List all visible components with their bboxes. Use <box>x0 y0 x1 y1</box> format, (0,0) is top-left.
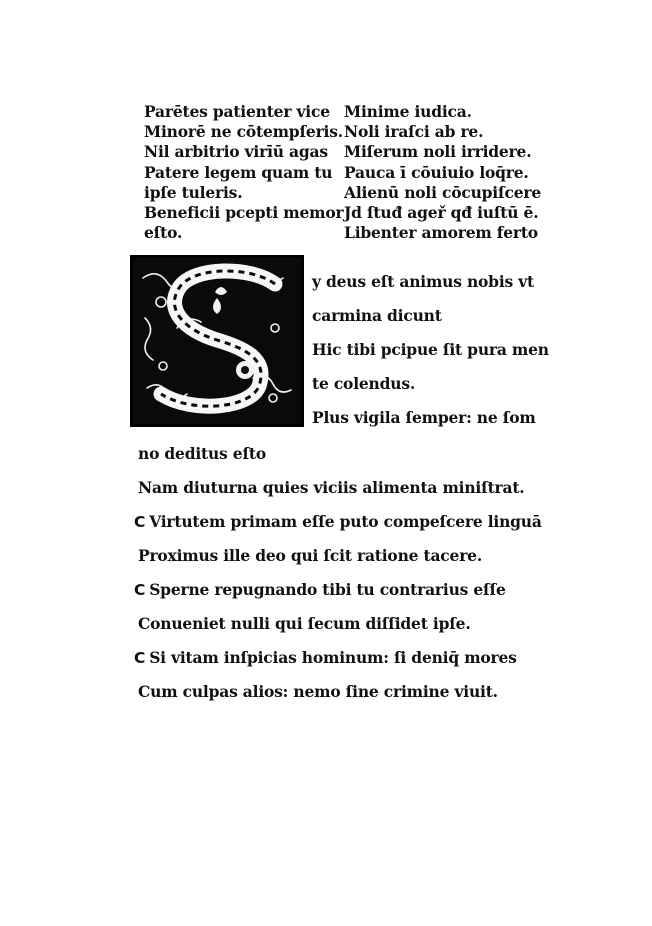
text-line: y deus eſt animus nobis vt <box>312 272 534 291</box>
text-line: carmina dicunt <box>312 306 442 325</box>
text-line: Nam diuturna quies viciis alimenta miniſtrat. <box>138 478 525 497</box>
text-line: Jd ſtuđ ageř qđ iuſtū ē. <box>344 203 539 222</box>
text-line: C Sperne repugnando tibi tu contrarius eſſe <box>134 580 506 599</box>
text-line: Proximus ille deo qui ſcit ratione tacere. <box>138 546 483 565</box>
text-line: no deditus eſto <box>138 444 267 463</box>
text-line: Parētes patienter vice <box>144 102 330 121</box>
text-line: Conueniet nulli qui ſecum diſſidet ipſe. <box>138 614 471 633</box>
text-line: Plus vigila ſemper: ne ſom <box>312 408 536 427</box>
text-line: ipſe tuleris. <box>144 183 243 202</box>
text-line: Noli iraſci ab re. <box>344 122 484 141</box>
text-line: Patere legem quam tu <box>144 163 333 182</box>
text-line: Alienū noli cōcupiſcere <box>344 183 541 202</box>
paragraph-mark: C <box>134 649 146 667</box>
text-line: Libenter amorem ferto <box>344 223 538 242</box>
text-line: eſto. <box>144 223 183 242</box>
floral-ornament-icon <box>133 258 301 424</box>
text-line: Nil arbitrio virīū agas <box>144 142 328 161</box>
text-line: Cum culpas alios: nemo ſine crimine viuit. <box>138 682 498 701</box>
text-line: Hic tibi pcipue ſit pura men <box>312 340 549 359</box>
text-line: Pauca ī cōuiuio loq̄re. <box>344 163 529 182</box>
decorated-initial <box>130 255 304 427</box>
text-line: te colendus. <box>312 374 416 393</box>
text-line: Minime iudica. <box>344 102 472 121</box>
paragraph-mark: C <box>134 513 146 531</box>
text-line: Miſerum noli irridere. <box>344 142 532 161</box>
text-line: Minorē ne cōtempſeris. <box>144 122 343 141</box>
paragraph-mark: C <box>134 581 146 599</box>
text-line: C Virtutem primam eſſe puto compeſcere linguā <box>134 512 542 531</box>
text-line: Beneficii pcepti memor <box>144 203 344 222</box>
text-line: C Si vitam inſpicias hominum: ſi deniq̄ mores <box>134 648 517 667</box>
